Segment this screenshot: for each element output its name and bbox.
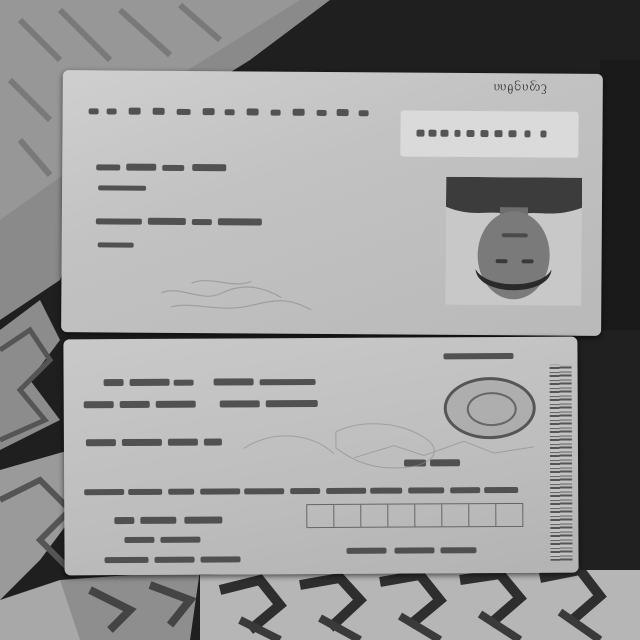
id-card-front: [61, 70, 603, 336]
id-number-digits: [400, 110, 578, 157]
official-seal-stamp: [444, 377, 536, 439]
digit-box: [442, 504, 469, 526]
card-serial-number: ᦷᦐᦵᦋᦲᦶ: [492, 80, 547, 96]
id-card-back: [63, 337, 578, 576]
digit-boxes: [306, 503, 523, 528]
id-number-box: [400, 110, 578, 157]
digit-box: [469, 504, 496, 526]
digit-box: [334, 505, 361, 527]
side-barcode: [550, 365, 573, 561]
digit-box: [388, 505, 415, 527]
digit-box: [307, 505, 334, 527]
back-card-text-lines: [63, 337, 578, 576]
digit-box: [361, 505, 388, 527]
digit-box: [415, 504, 442, 526]
digit-box: [496, 504, 522, 526]
portrait-figure: [445, 177, 582, 306]
official-seal-inner: [467, 392, 517, 426]
portrait-photo: [445, 177, 582, 306]
